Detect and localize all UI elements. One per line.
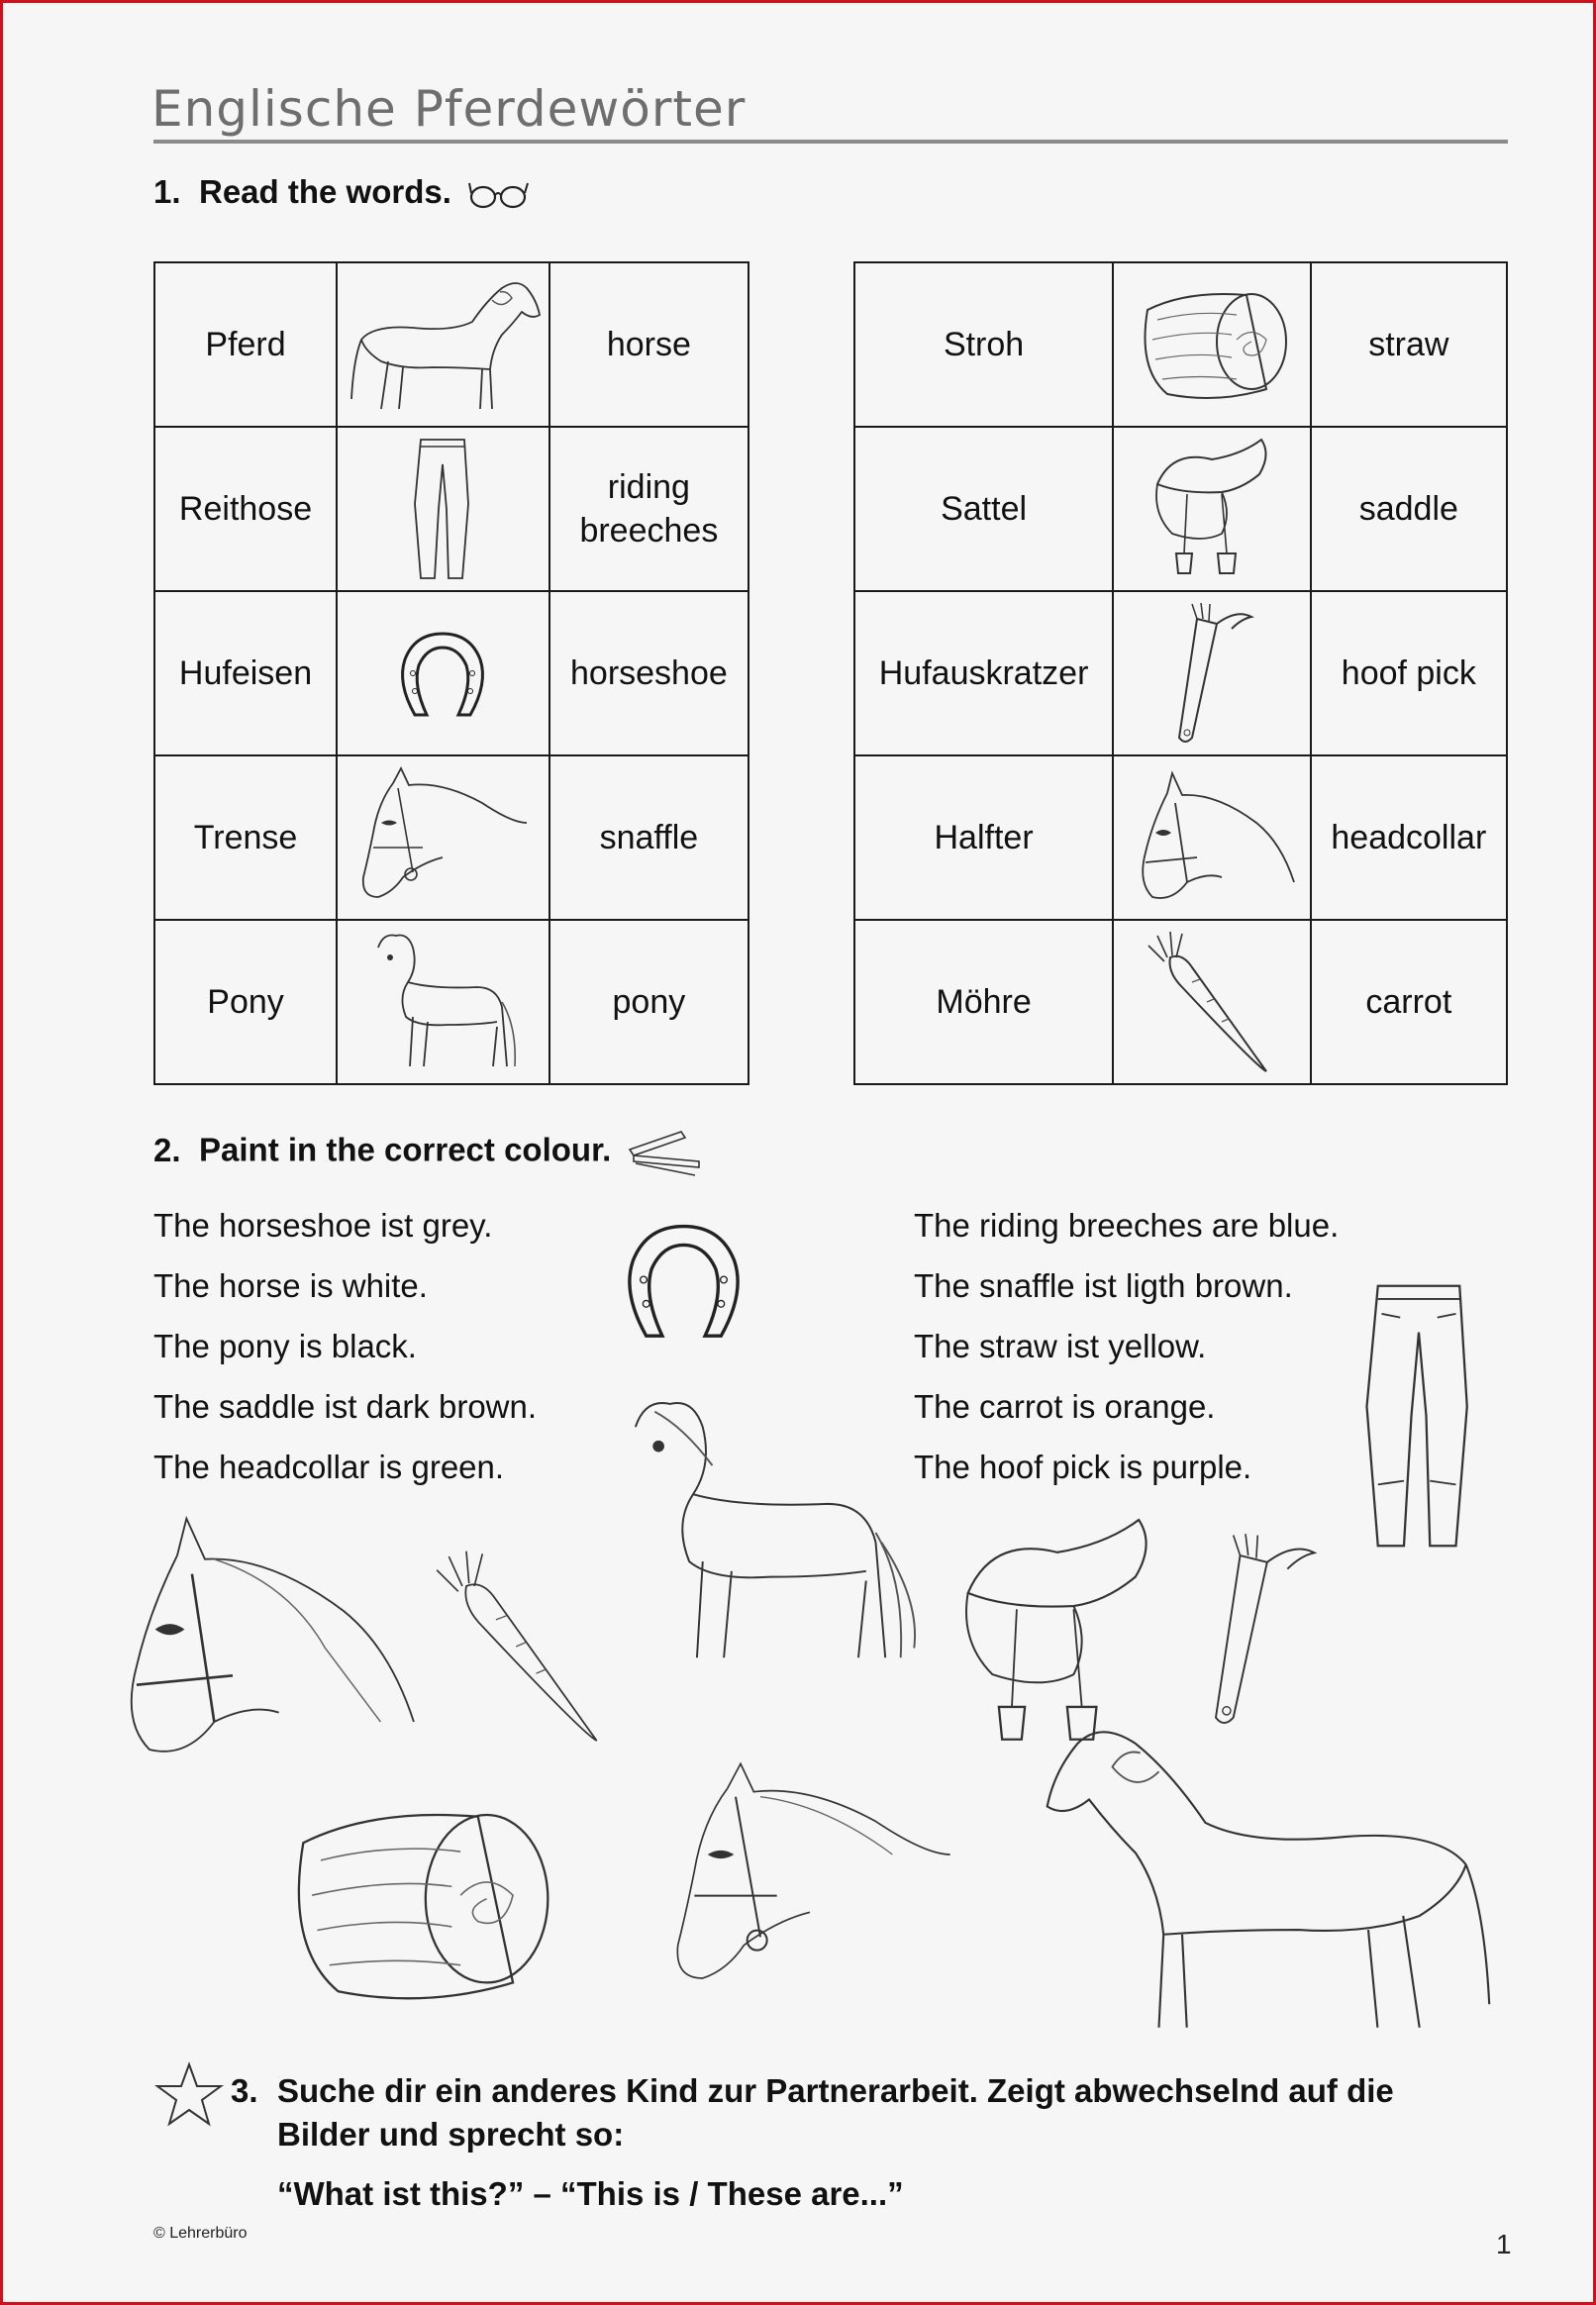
snaffle-icon bbox=[661, 1746, 958, 2013]
table-row bbox=[854, 755, 1507, 920]
picture-cell bbox=[337, 591, 549, 755]
headcollar-icon bbox=[102, 1500, 419, 1777]
picture-cell bbox=[337, 755, 549, 920]
horseshoe-icon bbox=[393, 624, 492, 723]
table-row bbox=[154, 755, 748, 920]
sentence: The headcollar is green. bbox=[153, 1449, 505, 1485]
german-word: Hufauskratzer bbox=[854, 591, 1113, 755]
title-underline bbox=[153, 140, 1508, 144]
task3-quote: “What ist this?” – “This is / These are...” bbox=[277, 2175, 904, 2212]
english-word: headcollar bbox=[1311, 755, 1507, 920]
vocab-table-right bbox=[853, 261, 1508, 1085]
picture-cell bbox=[337, 427, 549, 591]
headcollar-icon bbox=[1128, 763, 1296, 912]
german-word: Halfter bbox=[854, 755, 1113, 920]
horse-icon bbox=[1043, 1698, 1508, 2054]
german-word: Pferd bbox=[154, 262, 337, 427]
carrot-icon bbox=[1143, 928, 1281, 1076]
english-word: pony bbox=[549, 920, 748, 1084]
pony-icon bbox=[358, 928, 527, 1076]
coloring-breeches bbox=[1345, 1253, 1493, 1579]
page-title: Englische Pferdewörter bbox=[151, 80, 747, 138]
picture-cell bbox=[1113, 755, 1311, 920]
german-word: Stroh bbox=[854, 262, 1113, 427]
task3-line: Bilder und sprecht so: bbox=[277, 2116, 625, 2153]
table-row bbox=[854, 591, 1507, 755]
english-word: saddle bbox=[1311, 427, 1507, 591]
english-word: carrot bbox=[1311, 920, 1507, 1084]
coloring-horse bbox=[1043, 1698, 1508, 2054]
sentences-left bbox=[153, 1195, 537, 1497]
snaffle-icon bbox=[353, 763, 532, 912]
sentence: The straw ist yellow. bbox=[914, 1328, 1207, 1364]
task2-heading bbox=[153, 1128, 705, 1177]
sentence: The hoof pick is purple. bbox=[914, 1449, 1252, 1485]
copyright: © Lehrerbüro bbox=[153, 2225, 248, 2242]
picture-cell bbox=[1113, 920, 1311, 1084]
english-word: straw bbox=[1311, 262, 1507, 427]
breeches-icon bbox=[1345, 1253, 1493, 1579]
coloring-pony bbox=[597, 1384, 924, 1681]
table-row bbox=[154, 920, 748, 1084]
hoof-pick-icon bbox=[1157, 599, 1266, 748]
task2-number: 2. bbox=[153, 1131, 181, 1168]
sentence: The saddle ist dark brown. bbox=[153, 1388, 538, 1425]
glasses-icon bbox=[468, 177, 530, 211]
breeches-icon bbox=[403, 435, 482, 583]
coloring-carrot bbox=[429, 1543, 617, 1751]
english-word: hoof pick bbox=[1311, 591, 1507, 755]
task3-number: 3. bbox=[231, 2072, 258, 2109]
picture-cell bbox=[1113, 427, 1311, 591]
page-number: 1 bbox=[1496, 2229, 1512, 2259]
table-row bbox=[854, 427, 1507, 591]
task1-text: Read the words. bbox=[199, 173, 451, 210]
coloring-headcollar-horse bbox=[102, 1500, 419, 1777]
german-word: Trense bbox=[154, 755, 337, 920]
carrot-icon bbox=[429, 1543, 617, 1751]
task3-line: Suche dir ein anderes Kind zur Partnerarbeit. Zeigt abwechselnd auf die bbox=[277, 2072, 1394, 2109]
task1-heading bbox=[153, 173, 530, 211]
english-word bbox=[549, 427, 748, 591]
coloring-horseshoe bbox=[617, 1213, 750, 1347]
english-word: horse bbox=[549, 262, 748, 427]
english-word-line: riding bbox=[607, 467, 690, 506]
english-word-line: breeches bbox=[579, 512, 719, 550]
sentences-right bbox=[914, 1195, 1339, 1497]
german-word: Pony bbox=[154, 920, 337, 1084]
pencils-icon bbox=[626, 1128, 705, 1177]
picture-cell bbox=[1113, 591, 1311, 755]
german-word: Sattel bbox=[854, 427, 1113, 591]
saddle-icon bbox=[1143, 435, 1281, 583]
sentence: The carrot is orange. bbox=[914, 1388, 1216, 1425]
straw-bale-icon bbox=[268, 1785, 565, 2023]
star-icon bbox=[153, 2060, 225, 2130]
sentence: The snaffle ist ligth brown. bbox=[914, 1267, 1293, 1304]
sentence: The pony is black. bbox=[153, 1328, 417, 1364]
picture-cell bbox=[337, 920, 549, 1084]
sentence: The horse is white. bbox=[153, 1267, 428, 1304]
german-word: Möhre bbox=[854, 920, 1113, 1084]
table-row bbox=[154, 427, 748, 591]
german-word: Reithose bbox=[154, 427, 337, 591]
sentence: The horseshoe ist grey. bbox=[153, 1207, 493, 1244]
task2-text: Paint in the correct colour. bbox=[199, 1131, 612, 1168]
picture-cell bbox=[1113, 262, 1311, 427]
table-row bbox=[854, 262, 1507, 427]
german-word: Hufeisen bbox=[154, 591, 337, 755]
horseshoe-icon bbox=[617, 1213, 750, 1347]
task1-number: 1. bbox=[153, 173, 181, 210]
picture-cell bbox=[337, 262, 549, 427]
english-word: snaffle bbox=[549, 755, 748, 920]
coloring-straw-bale bbox=[268, 1785, 565, 2023]
coloring-snaffle-horse bbox=[661, 1746, 958, 2013]
table-row bbox=[154, 262, 748, 427]
horse-icon bbox=[344, 270, 542, 419]
english-word: horseshoe bbox=[549, 591, 748, 755]
table-row bbox=[154, 591, 748, 755]
sentence: The riding breeches are blue. bbox=[914, 1207, 1340, 1244]
vocab-table-left bbox=[153, 261, 749, 1085]
pony-icon bbox=[597, 1384, 924, 1681]
straw-bale-icon bbox=[1128, 280, 1296, 409]
table-row bbox=[854, 920, 1507, 1084]
